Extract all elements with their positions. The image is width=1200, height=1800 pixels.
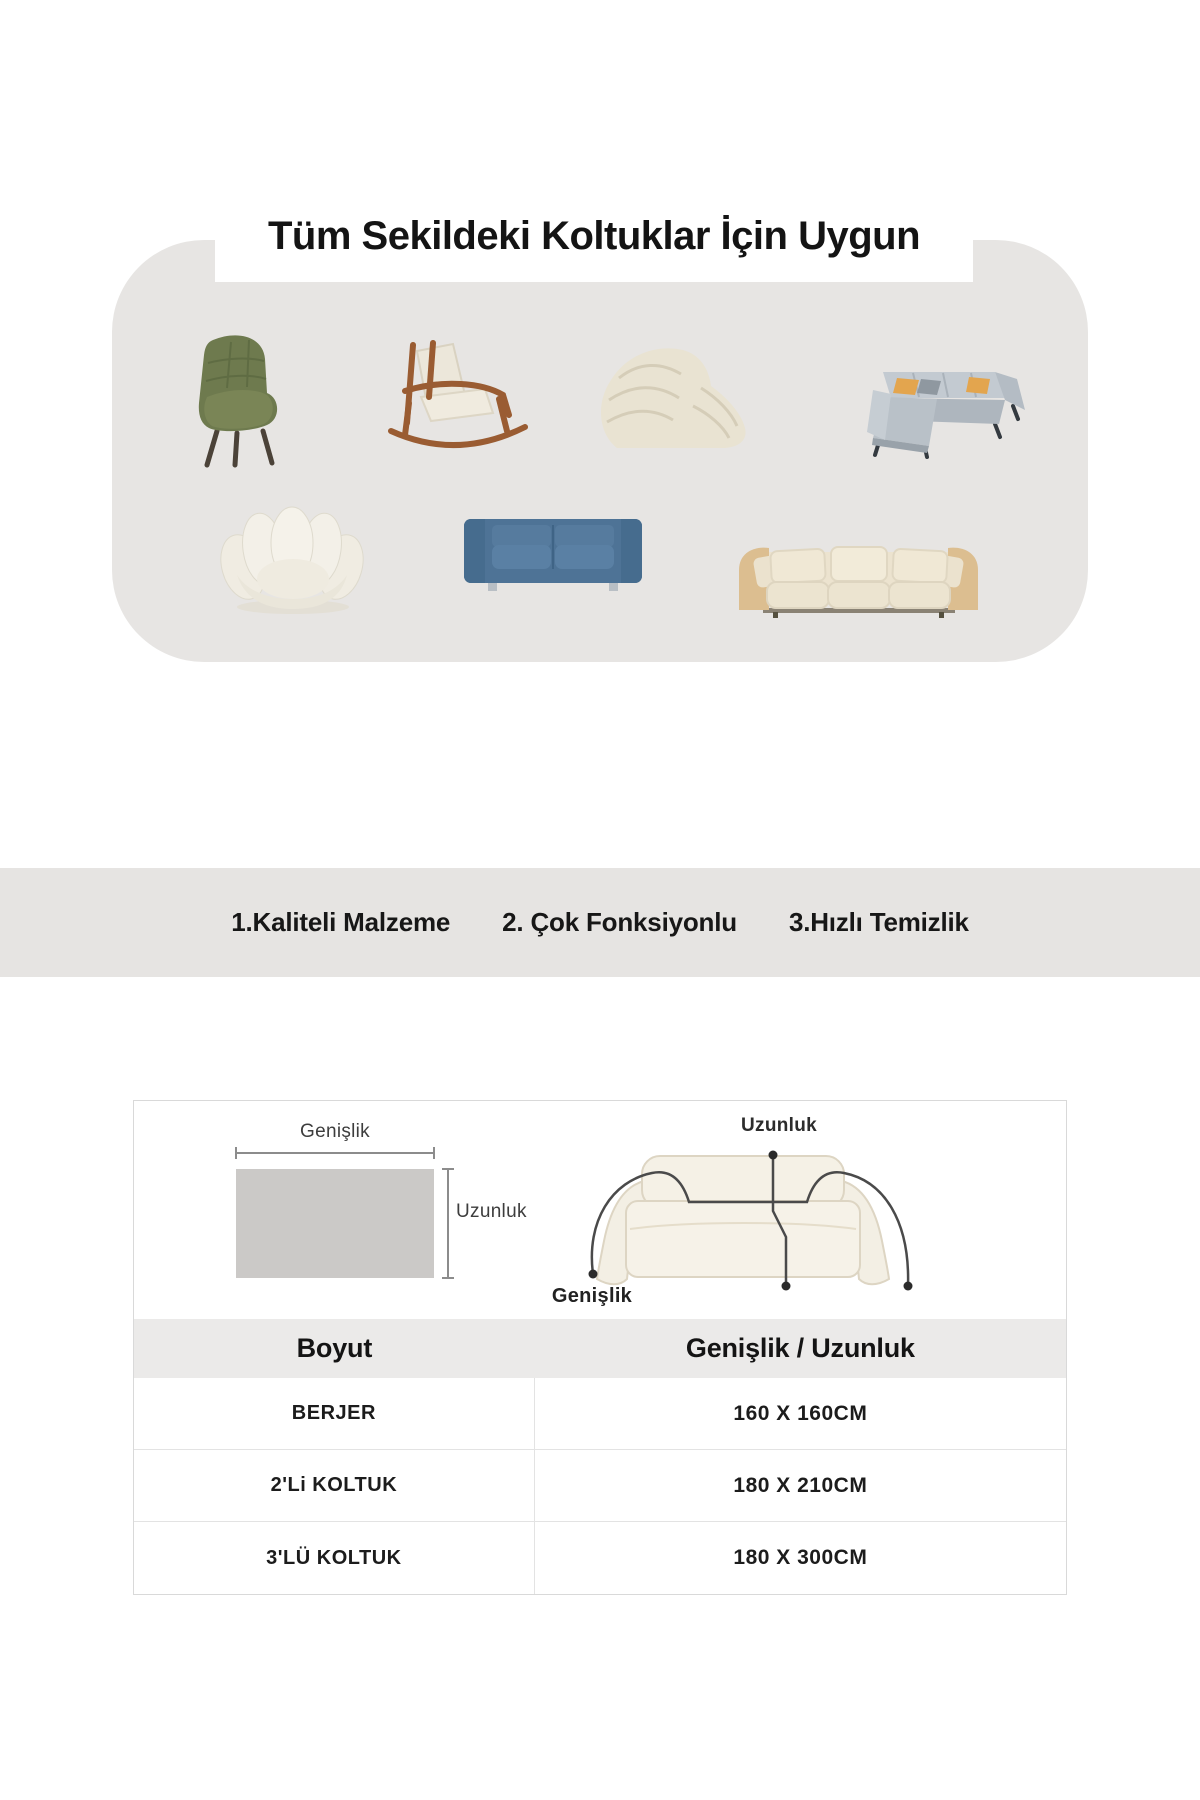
size-guide-box	[133, 1100, 1067, 1595]
pumpkin-armchair-image	[215, 505, 368, 615]
blue-sofa-image	[458, 515, 648, 592]
table-row-berjer	[134, 1378, 1066, 1450]
table-row-2li-koltuk	[134, 1450, 1066, 1522]
table-row-3lu-koltuk	[134, 1522, 1066, 1594]
fabric-length-label: Uzunluk	[456, 1201, 527, 1222]
sectional-sofa-image	[843, 352, 1033, 459]
features-band	[0, 868, 1200, 977]
feature-quality-material: 1.Kaliteli Malzeme	[231, 907, 451, 937]
size-cell: 3'LÜ KOLTUK	[134, 1522, 535, 1594]
size-column-header: Boyut	[296, 1333, 373, 1363]
green-armchair-image	[177, 333, 313, 468]
size-table-header	[134, 1319, 1066, 1378]
sofa-width-label: Genişlik	[551, 1285, 633, 1307]
dimensions-cell: 180 X 300CM	[733, 1546, 868, 1569]
dimensions-column-header: Genişlik / Uzunluk	[685, 1333, 915, 1363]
fabric-swatch-diagram	[229, 1135, 469, 1285]
title-band	[215, 190, 973, 282]
fabric-width-label: Genişlik	[300, 1121, 370, 1142]
feature-multifunctional: 2. Çok Fonksiyonlu	[502, 907, 737, 937]
sofa-measurement-diagram	[564, 1109, 944, 1309]
size-cell: 2'Li KOLTUK	[134, 1450, 535, 1521]
lazy-lounge-chair-image	[593, 342, 753, 452]
size-cell: BERJER	[134, 1378, 535, 1449]
three-seat-sofa-image	[725, 540, 992, 618]
dimensions-cell: 160 X 160CM	[733, 1401, 868, 1425]
rocking-chair-image	[387, 337, 530, 455]
measurement-diagram-area	[134, 1101, 1066, 1319]
sofa-length-label: Uzunluk	[741, 1115, 817, 1136]
feature-quick-cleaning: 3.Hızlı Temizlik	[788, 907, 969, 937]
size-table-body	[134, 1378, 1066, 1594]
dimensions-cell: 180 X 210CM	[733, 1473, 868, 1497]
section-title: Tüm Sekildeki Koltuklar İçin Uygun	[267, 213, 921, 258]
